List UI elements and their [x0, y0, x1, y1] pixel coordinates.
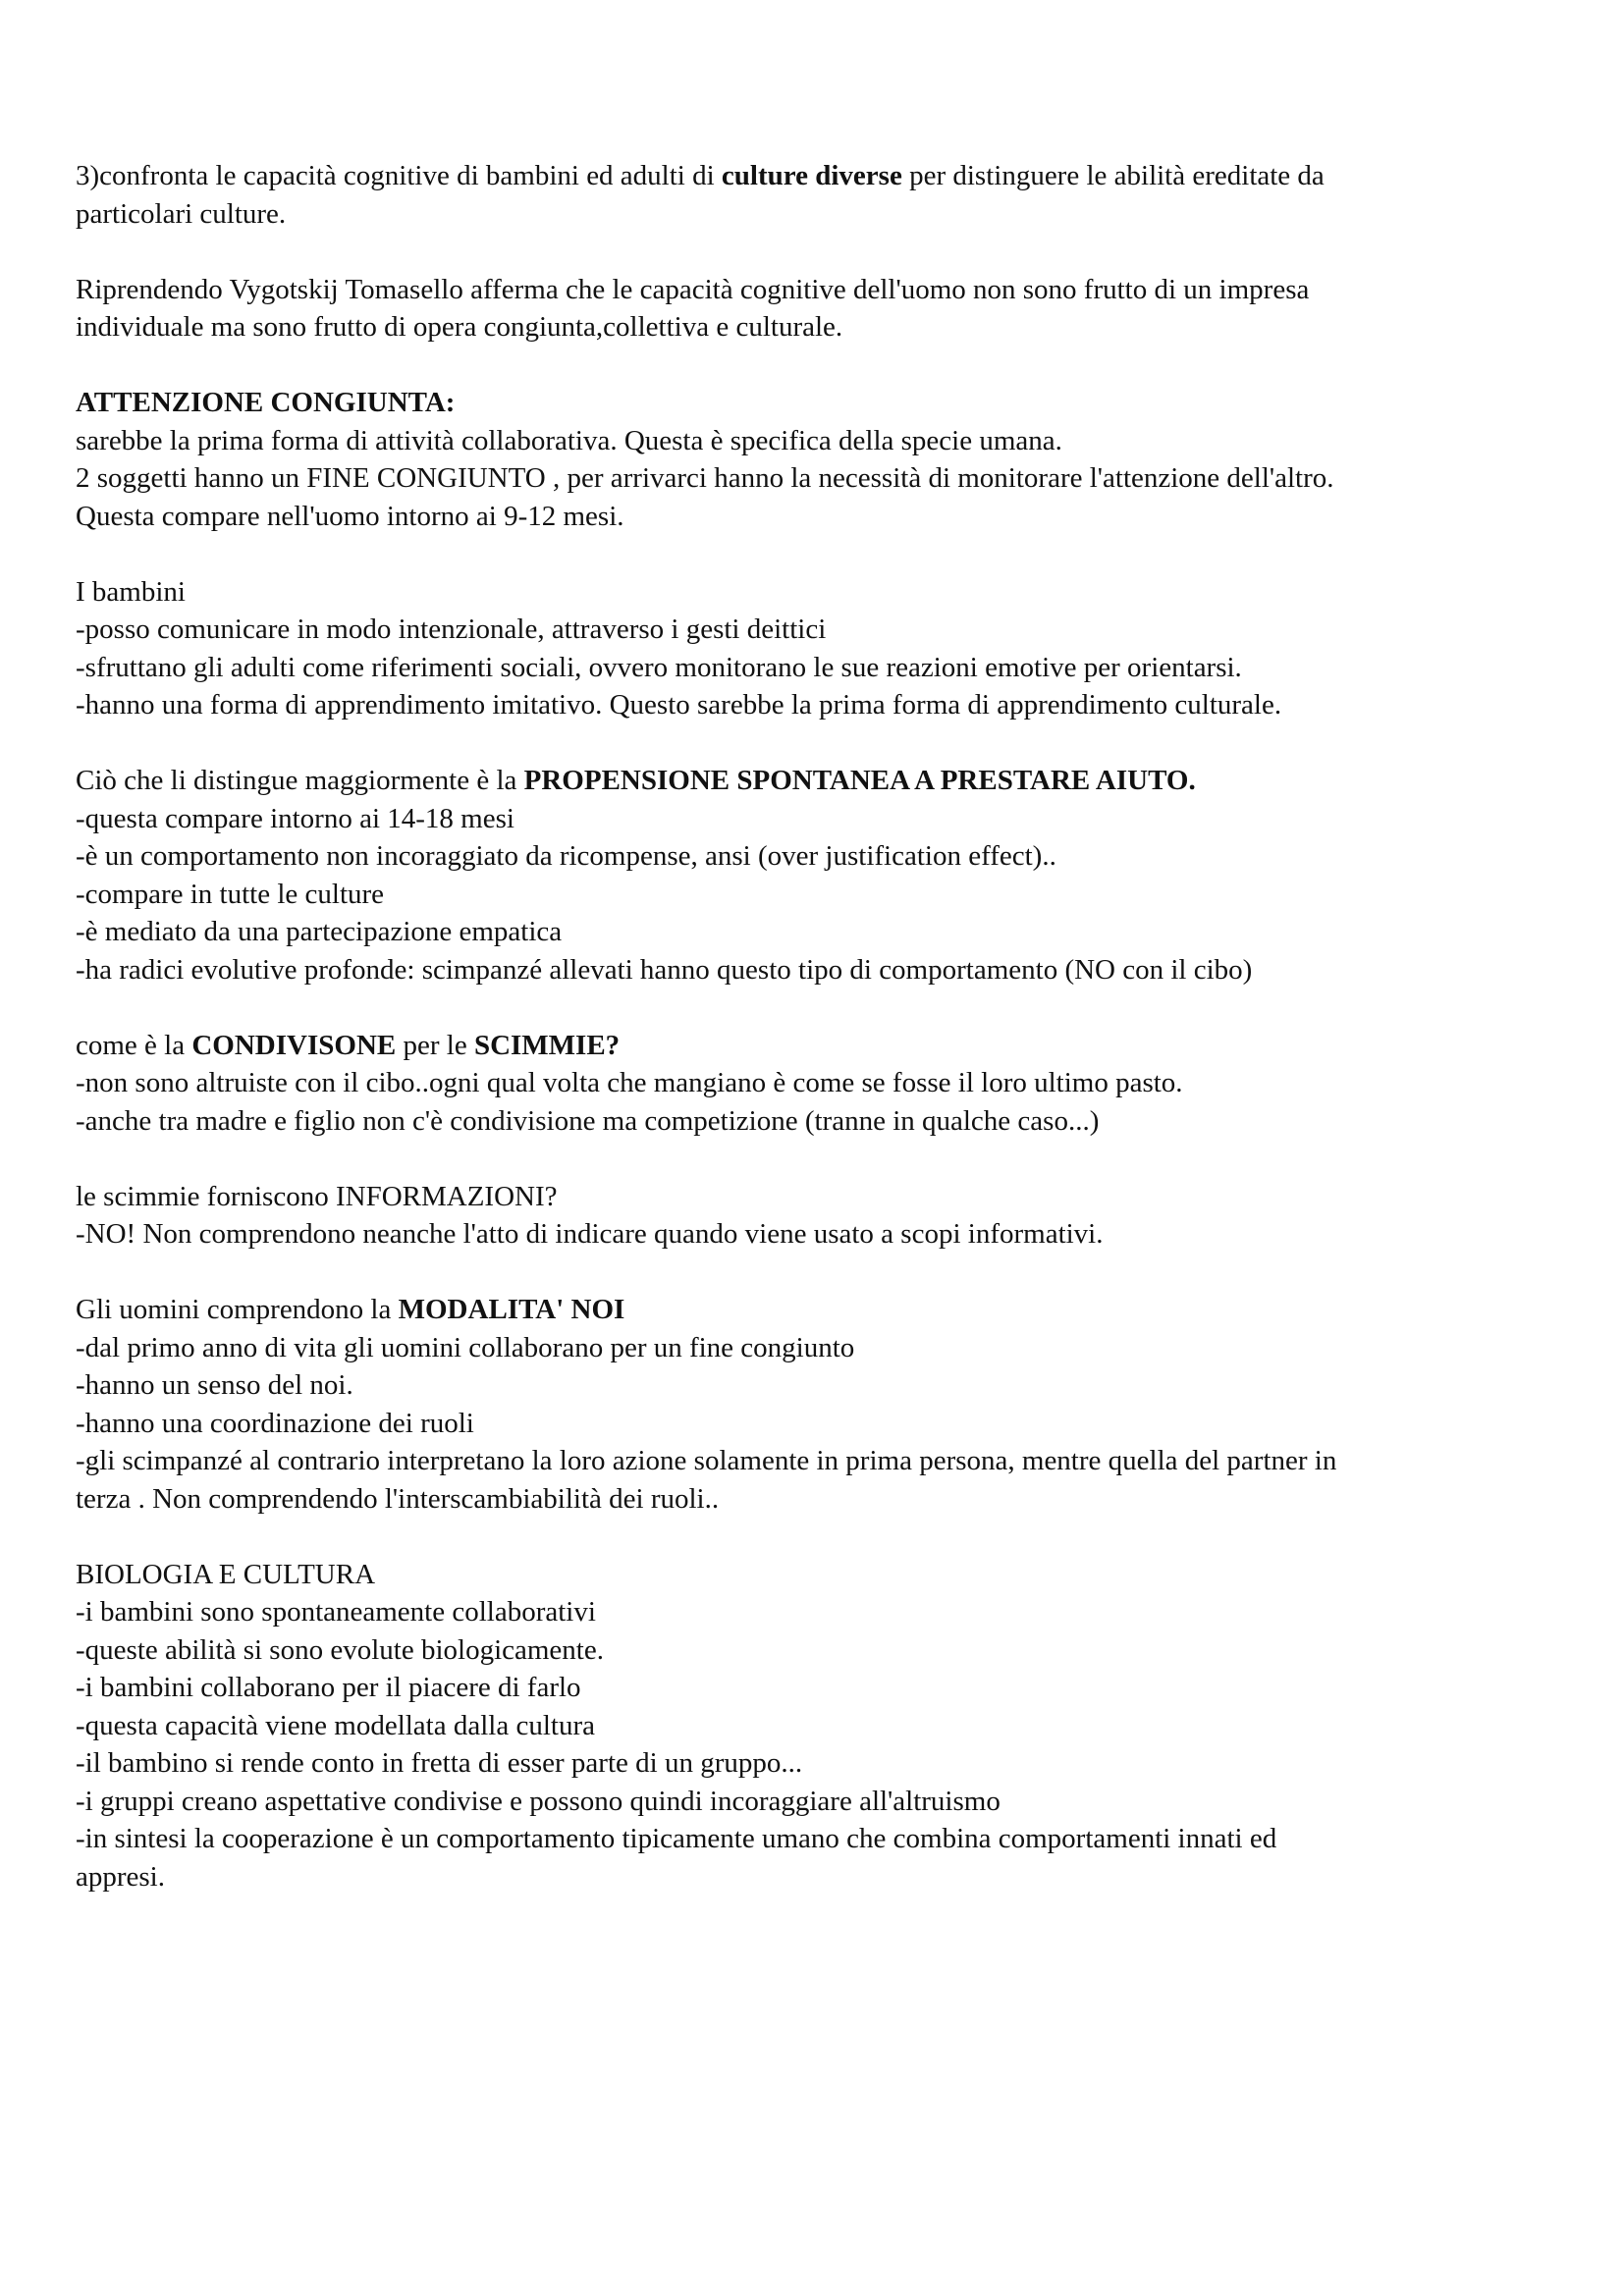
- modalita-line: terza . Non comprendendo l'interscambiabilità dei ruoli..: [76, 1482, 720, 1515]
- modalita-line: -gli scimpanzé al contrario interpretano la loro azione solamente in prima persona, mentre quella del partner in: [76, 1445, 1337, 1476]
- attenzione-line: sarebbe la prima forma di attività collaborativa. Questa è specifica della specie umana.: [76, 424, 1062, 456]
- informazioni-heading: le scimmie forniscono INFORMAZIONI?: [76, 1180, 558, 1212]
- propensione-line: -è mediato da una partecipazione empatica: [76, 916, 563, 947]
- biologia-line: -i bambini collaborano per il piacere di farlo: [76, 1672, 581, 1703]
- modalita-heading: Gli uomini comprendono la MODALITA' NOI: [76, 1294, 625, 1325]
- condivisione-line: -non sono altruiste con il cibo..ogni qual volta che mangiano è come se fosse il loro ultimo pasto.: [76, 1067, 1183, 1098]
- modalita-line: -hanno un senso del noi.: [76, 1369, 353, 1401]
- condivisione-line: -anche tra madre e figlio non c'è condivisione ma competizione (tranne in qualche caso...): [76, 1104, 1100, 1137]
- biologia-line: -i gruppi creano aspettative condivise e possono quindi incoraggiare all'altruismo: [76, 1785, 1001, 1817]
- intro-paragraph-line-1: 3)confronta le capacità cognitive di bambini ed adulti di culture diverse per distinguere le abilità ereditate da: [76, 160, 1325, 191]
- modalita-line: -hanno una coordinazione dei ruoli: [76, 1407, 474, 1439]
- bambini-line: -posso comunicare in modo intenzionale, attraverso i gesti deittici: [76, 614, 827, 645]
- propensione-line: -è un comportamento non incoraggiato da ricompense, ansi (over justification effect)..: [76, 840, 1056, 872]
- condivisione-heading: come è la CONDIVISONE per le SCIMMIE?: [76, 1029, 621, 1061]
- modalita-line: -dal primo anno di vita gli uomini collaborano per un fine congiunto: [76, 1331, 855, 1363]
- intro-paragraph-line-2: particolari culture.: [76, 197, 287, 230]
- biologia-line: -i bambini sono spontaneamente collaborativi: [76, 1596, 596, 1628]
- biologia-line: -queste abilità si sono evolute biologicamente.: [76, 1633, 604, 1666]
- vygotskij-paragraph-line-1: Riprendendo Vygotskij Tomasello afferma che le capacità cognitive dell'uomo non sono frutto di un impresa: [76, 273, 1310, 305]
- biologia-line: -il bambino si rende conto in fretta di esser parte di un gruppo...: [76, 1747, 803, 1779]
- bambini-line: -sfruttano gli adulti come riferimenti sociali, ovvero monitorano le sue reazioni emotive per orientarsi.: [76, 651, 1242, 683]
- biologia-line: -in sintesi la cooperazione è un comportamento tipicamente umano che combina comportamenti innati ed: [76, 1823, 1277, 1854]
- propensione-line: -questa compare intorno ai 14-18 mesi: [76, 802, 514, 834]
- vygotskij-paragraph-line-2: individuale ma sono frutto di opera congiunta,collettiva e culturale.: [76, 311, 843, 343]
- culture-diverse-bold: culture diverse: [721, 160, 902, 191]
- informazioni-line: -NO! Non comprendono neanche l'atto di indicare quando viene usato a scopi informativi.: [76, 1218, 1104, 1250]
- biologia-heading: BIOLOGIA E CULTURA: [76, 1558, 376, 1590]
- propensione-line: -compare in tutte le culture: [76, 878, 385, 910]
- document-page: [76, 157, 1548, 1896]
- biologia-line: -questa capacità viene modellata dalla cultura: [76, 1709, 595, 1741]
- attenzione-line: 2 soggetti hanno un FINE CONGIUNTO , per arrivarci hanno la necessità di monitorare l'attenzione dell'altro.: [76, 462, 1334, 494]
- propensione-line: -ha radici evolutive profonde: scimpanzé allevati hanno questo tipo di comportamento (NO con il cibo): [76, 953, 1253, 986]
- attenzione-line: Questa compare nell'uomo intorno ai 9-12 mesi.: [76, 500, 624, 532]
- attenzione-heading: ATTENZIONE CONGIUNTA:: [76, 387, 456, 418]
- propensione-heading: Ciò che li distingue maggiormente è la PROPENSIONE SPONTANEA A PRESTARE AIUTO.: [76, 765, 1196, 796]
- bambini-line: -hanno una forma di apprendimento imitativo. Questo sarebbe la prima forma di apprendimento culturale.: [76, 689, 1282, 721]
- biologia-line: appresi.: [76, 1860, 165, 1893]
- bambini-heading: I bambini: [76, 575, 186, 608]
